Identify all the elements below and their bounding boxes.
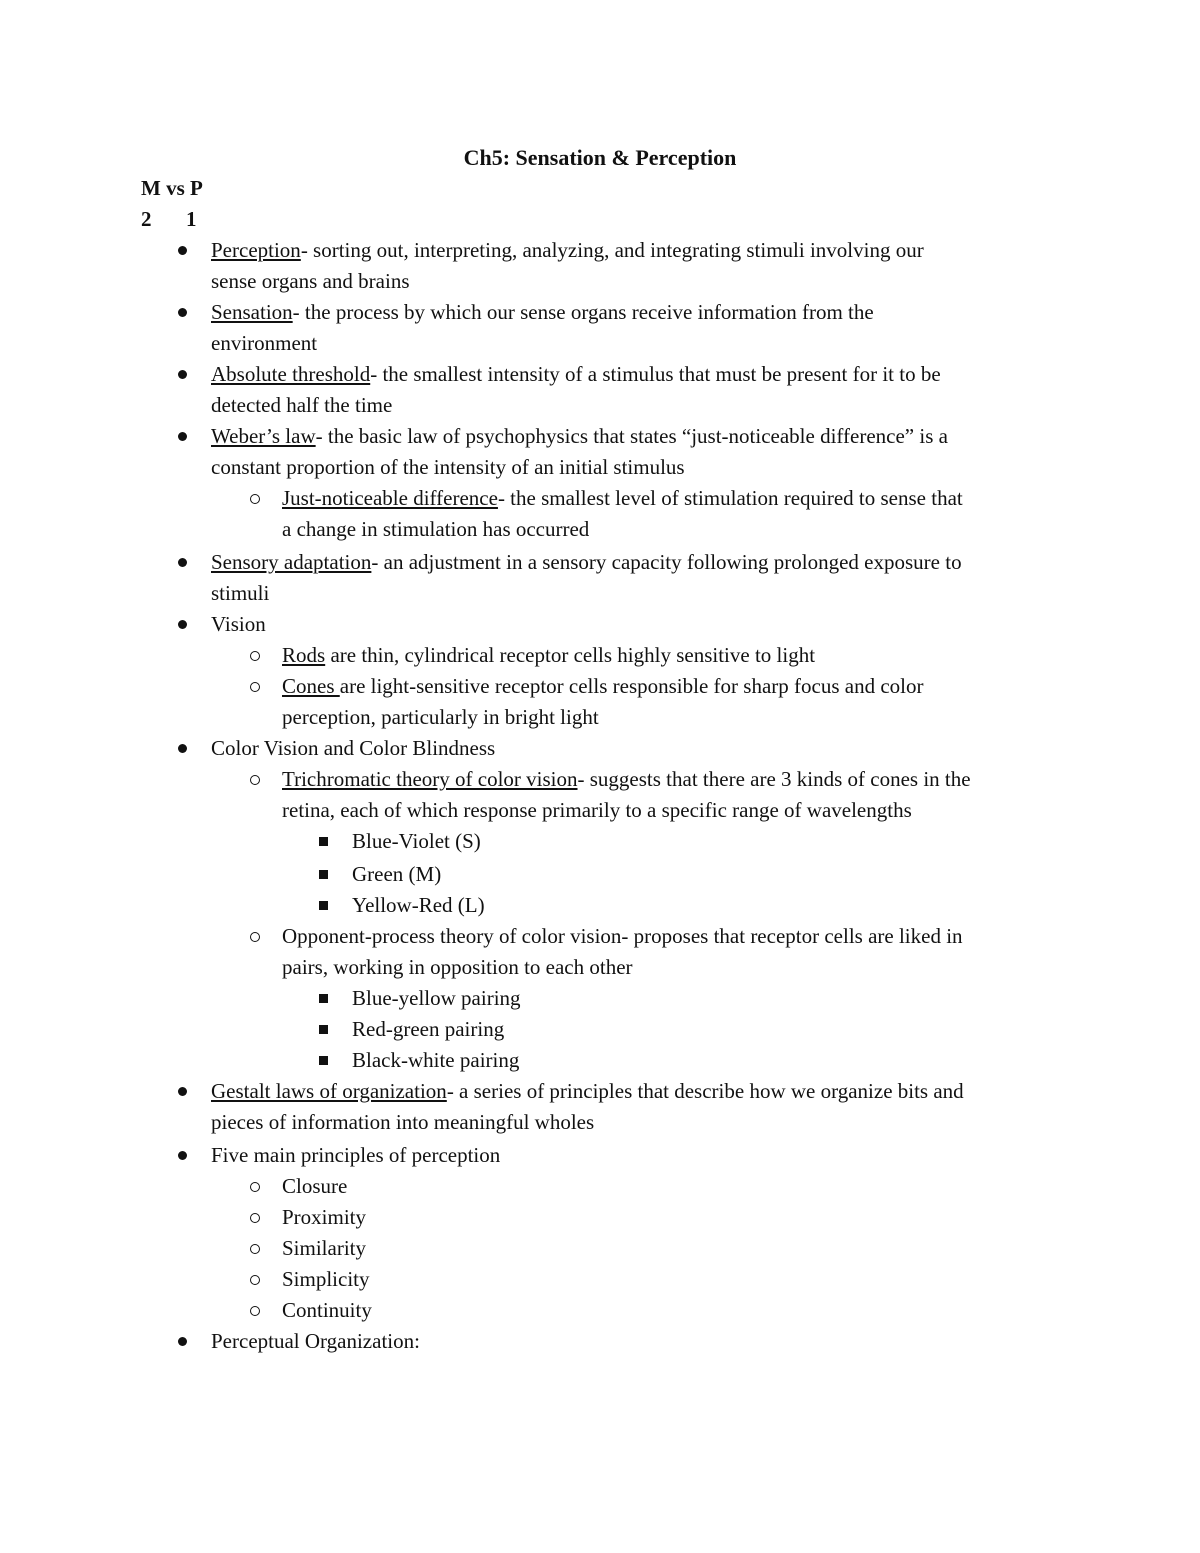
bullet-disc-icon — [178, 609, 187, 640]
bullet-disc-icon — [178, 1326, 187, 1357]
list-item: Color Vision and Color Blindness — [211, 736, 496, 760]
bullet-disc-icon — [178, 1076, 187, 1107]
bullet-circle-icon — [250, 671, 260, 702]
list-item: Simplicity — [282, 1267, 370, 1291]
list-item — [211, 1076, 964, 1107]
bullet-circle-icon — [250, 1202, 260, 1233]
bullet-disc-icon — [178, 547, 187, 578]
list-item — [211, 547, 962, 578]
list-item: Closure — [282, 1174, 348, 1198]
list-item: Red-green pairing — [352, 1017, 505, 1041]
bullet-disc-icon — [178, 421, 187, 452]
bullet-circle-icon — [250, 483, 260, 514]
definition: - suggests that there are 3 kinds of cones in the — [577, 767, 971, 791]
list-item-continuation: retina, each of which response primarily to a specific range of wavelengths — [282, 798, 912, 822]
list-item-continuation: pieces of information into meaningful wholes — [211, 1110, 595, 1134]
list-item: Continuity — [282, 1298, 372, 1322]
page-title: Ch5: Sensation & Perception — [463, 145, 737, 170]
definition: are light-sensitive receptor cells responsible for sharp focus and color — [339, 674, 924, 698]
bullet-disc-icon — [178, 235, 187, 266]
term: Absolute threshold — [211, 362, 371, 386]
bullet-disc-icon — [178, 1140, 187, 1171]
bullet-circle-icon — [250, 1233, 260, 1264]
bullet-disc-icon — [178, 733, 187, 764]
list-item: Five main principles of perception — [211, 1143, 501, 1167]
list-item — [282, 640, 815, 671]
definition: - a series of principles that describe how we organize bits and — [446, 1079, 964, 1103]
definition: - the process by which our sense organs receive information from the — [292, 300, 874, 324]
bullet-disc-icon — [178, 359, 187, 390]
bullet-disc-icon — [178, 297, 187, 328]
list-item-continuation: stimuli — [211, 581, 270, 605]
list-item: Green (M) — [352, 862, 442, 886]
list-item-continuation: detected half the time — [211, 393, 393, 417]
list-item: Opponent-process theory of color vision- proposes that receptor cells are liked in — [282, 924, 963, 948]
list-item-continuation: environment — [211, 331, 318, 355]
list-item — [282, 483, 963, 514]
list-item — [282, 764, 971, 795]
score-left: 2 — [141, 207, 152, 231]
definition: - the smallest level of stimulation required to sense that — [497, 486, 963, 510]
list-item — [211, 421, 948, 452]
list-item — [211, 359, 941, 390]
term: Sensory adaptation — [211, 550, 372, 574]
list-item — [211, 235, 924, 266]
list-item: Blue-Violet (S) — [352, 829, 481, 853]
bullet-circle-icon — [250, 1171, 260, 1202]
term: Weber’s law — [211, 424, 316, 448]
definition: - sorting out, interpreting, analyzing, and integrating stimuli involving our — [300, 238, 924, 262]
term: Gestalt laws of organization — [211, 1079, 447, 1103]
bullet-circle-icon — [250, 764, 260, 795]
bullet-circle-icon — [250, 921, 260, 952]
list-item-continuation: perception, particularly in bright light — [282, 705, 599, 729]
term: Trichromatic theory of color vision — [282, 767, 578, 791]
term: Perception — [211, 238, 301, 262]
list-item: Black-white pairing — [352, 1048, 520, 1072]
bullet-square-icon — [319, 1045, 328, 1076]
term: Sensation — [211, 300, 293, 324]
list-item: Perceptual Organization: — [211, 1329, 420, 1353]
definition: - the smallest intensity of a stimulus that must be present for it to be — [370, 362, 941, 386]
bullet-square-icon — [319, 983, 328, 1014]
bullet-circle-icon — [250, 1264, 260, 1295]
header-line: M vs P — [141, 176, 203, 200]
term: Rods — [282, 643, 326, 667]
definition: - the basic law of psychophysics that states “just-noticeable difference” is a — [315, 424, 948, 448]
bullet-circle-icon — [250, 1295, 260, 1326]
definition: are thin, cylindrical receptor cells highly sensitive to light — [325, 643, 816, 667]
term: Cones — [282, 674, 340, 698]
bullet-square-icon — [319, 859, 328, 890]
term: Just-noticeable difference — [282, 486, 498, 510]
score-right: 1 — [186, 207, 197, 231]
list-item-continuation: sense organs and brains — [211, 269, 410, 293]
list-item-continuation: a change in stimulation has occurred — [282, 517, 590, 541]
bullet-square-icon — [319, 826, 328, 857]
list-item — [211, 297, 874, 328]
bullet-square-icon — [319, 1014, 328, 1045]
list-item — [282, 671, 923, 702]
list-item: Yellow-Red (L) — [352, 893, 485, 917]
list-item: Vision — [211, 612, 266, 636]
list-item-continuation: pairs, working in opposition to each other — [282, 955, 633, 979]
list-item: Proximity — [282, 1205, 367, 1229]
definition: - an adjustment in a sensory capacity following prolonged exposure to — [371, 550, 962, 574]
list-item: Blue-yellow pairing — [352, 986, 521, 1010]
bullet-circle-icon — [250, 640, 260, 671]
list-item: Similarity — [282, 1236, 366, 1260]
list-item-continuation: constant proportion of the intensity of an initial stimulus — [211, 455, 685, 479]
bullet-square-icon — [319, 890, 328, 921]
